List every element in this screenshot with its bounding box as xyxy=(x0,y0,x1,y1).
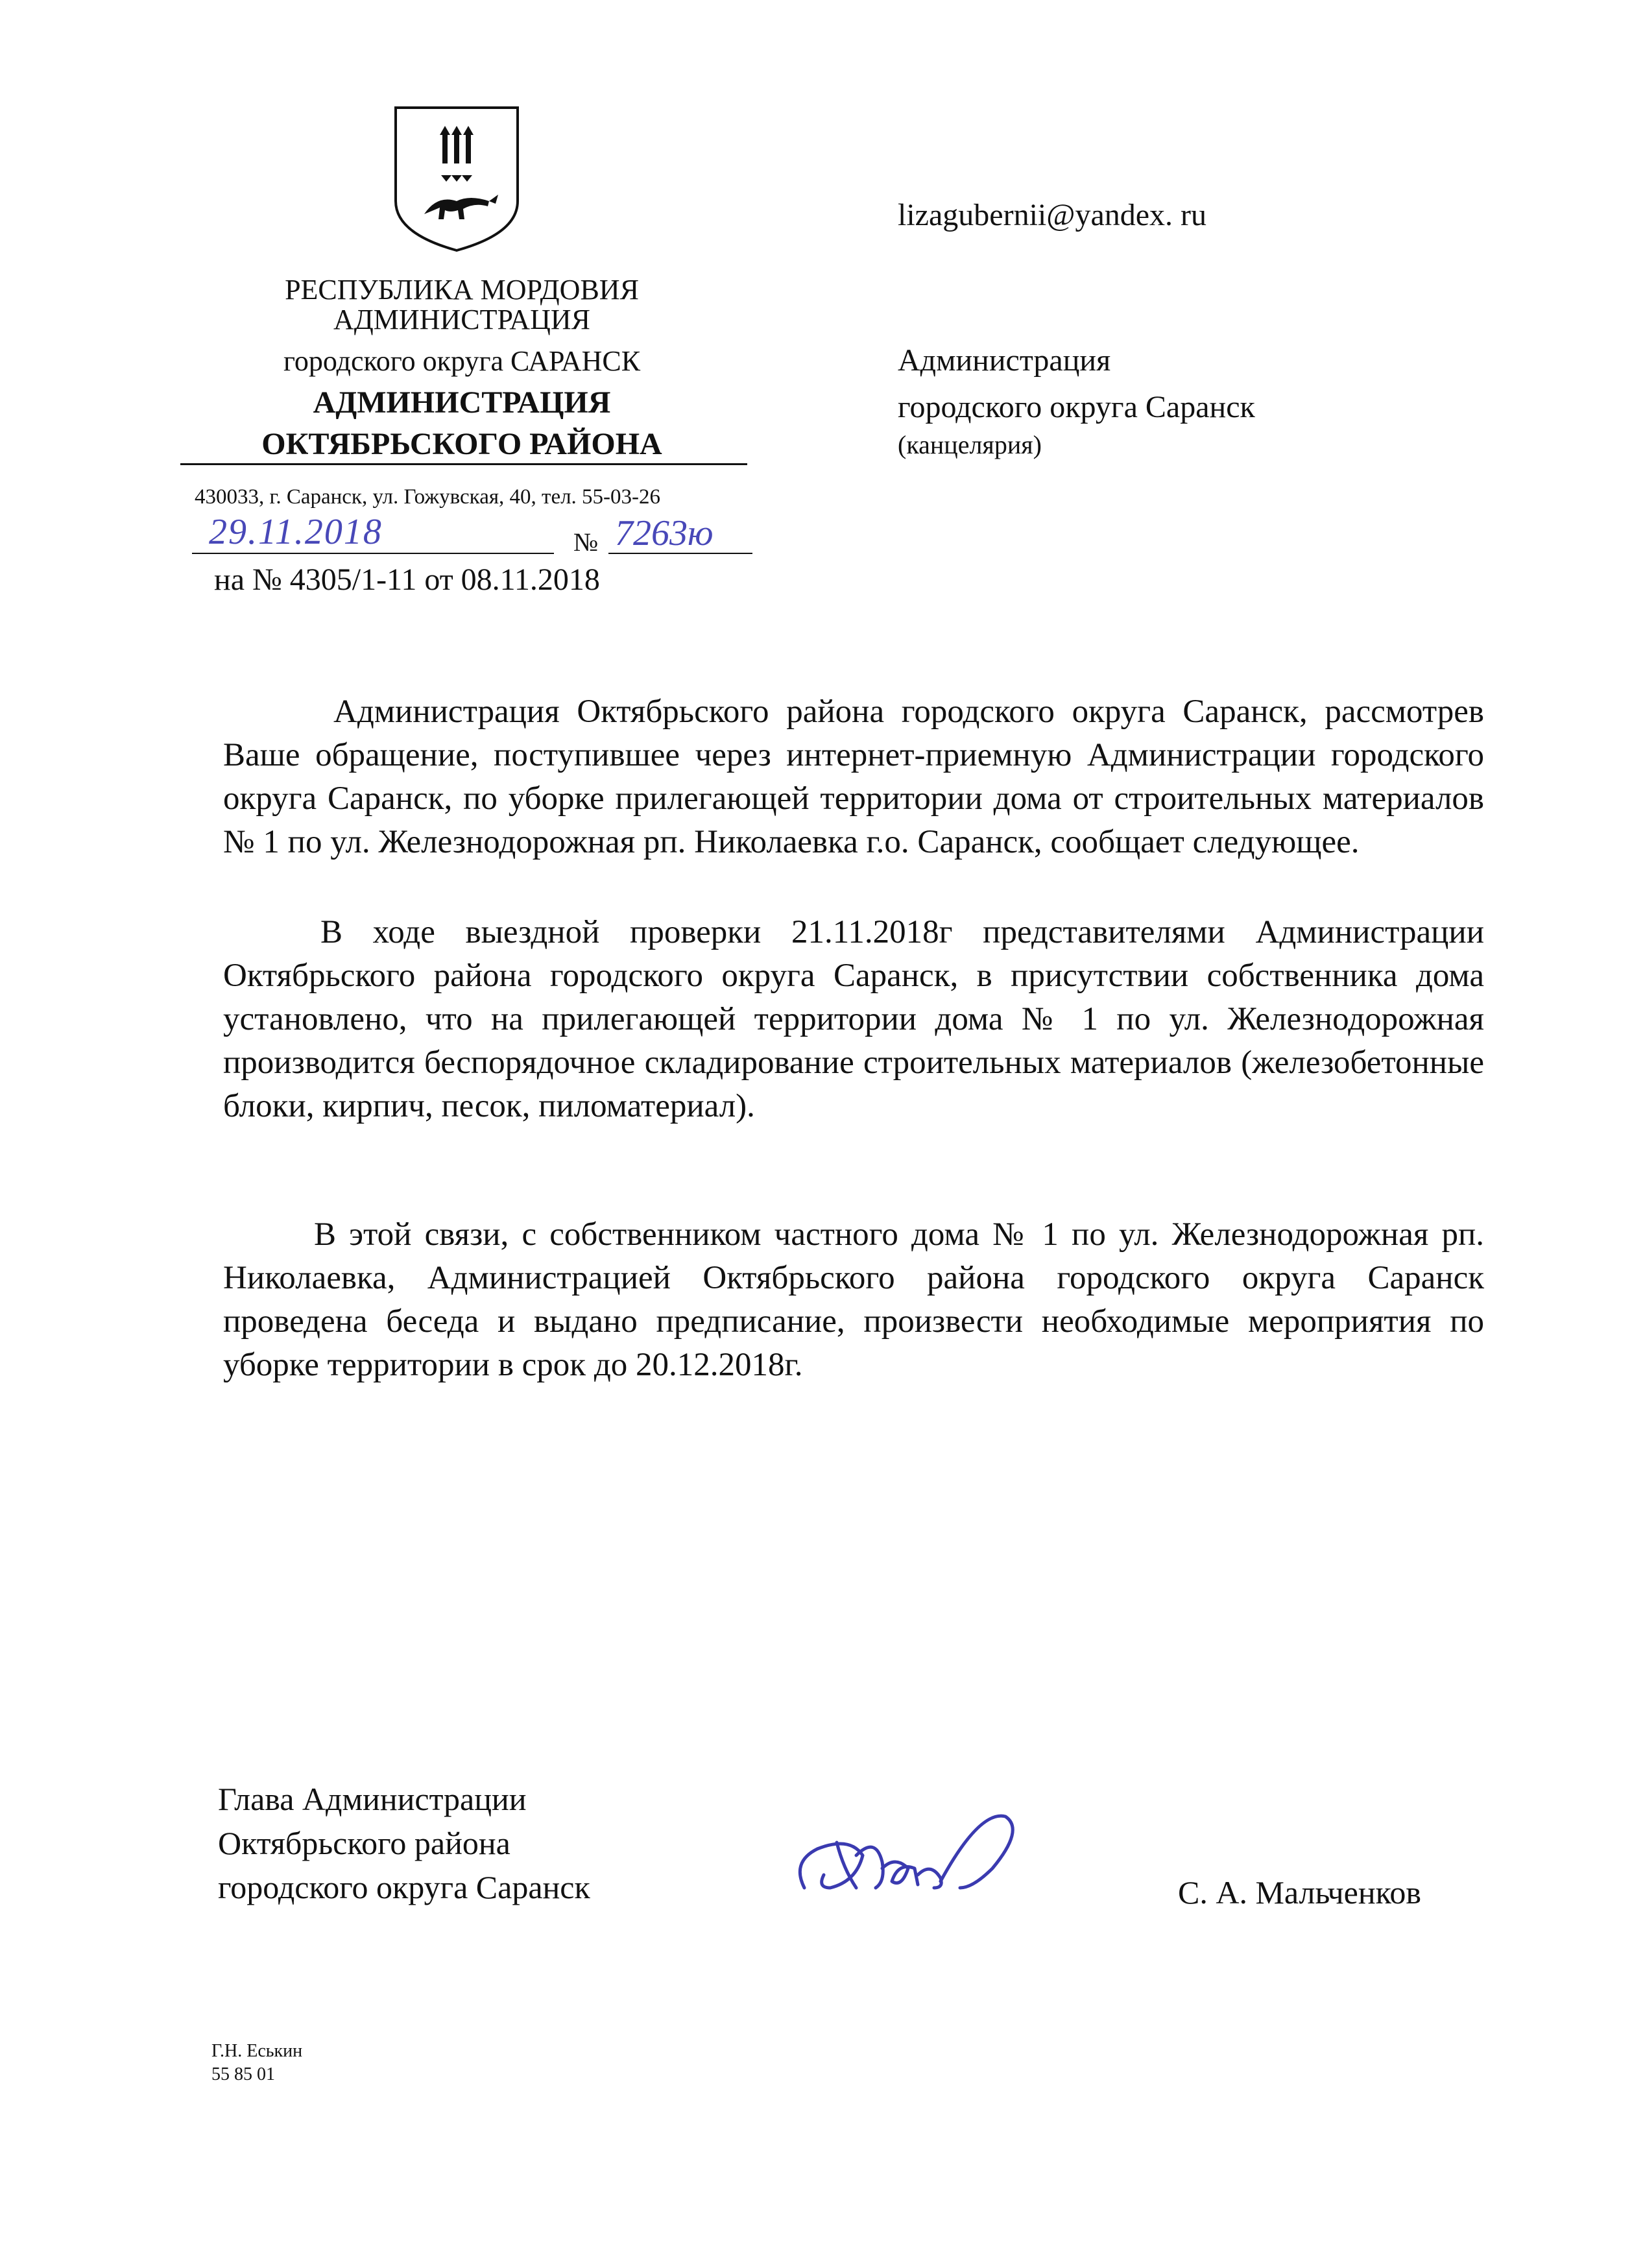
body-paragraph-1: Администрация Октябрьского района городского округа Саранск, рассмотрев Ваше обращение, поступившее через интернет-приемную Администрации городского округа Саранск, по уборке прилегающей территории дома от строительных материалов № 1 по ул. Железнодорожная рп. Николаевка г.о. Саранск, сообщает следующее. xyxy=(223,694,1484,860)
body-paragraph-2: В ходе выездной проверки 21.11.2018г представителями Администрации Октябрьского района городского округа Саранск, в присутствии собственника дома установлено, что на прилегающей территории дома № 1 по ул. Железнодорожная производится беспорядочное складирование строительных материалов (железобетонные блоки, кирпич, песок, пиломатериал). xyxy=(223,914,1484,1124)
number-underline xyxy=(608,553,752,554)
letterhead-divider xyxy=(180,463,747,465)
administration-label: АДМИНИСТРАЦИЯ xyxy=(333,304,590,335)
outgoing-date: 29.11.2018 xyxy=(209,512,383,552)
city-district-label: городского округа САРАНСК xyxy=(283,345,641,377)
handwritten-signature-icon xyxy=(778,1791,1038,1920)
recipient-line-2: городского округа Саранск xyxy=(898,390,1255,424)
coat-of-arms-icon xyxy=(392,104,522,254)
signer-name: С. А. Мальченков xyxy=(1178,1874,1421,1911)
recipient-email: lizagubernii@yandex. ru xyxy=(898,198,1207,232)
district-name: ОКТЯБРЬСКОГО РАЙОНА xyxy=(261,427,662,461)
executor-phone: 55 85 01 xyxy=(211,2064,275,2084)
organization-address: 430033, г. Саранск, ул. Гожувская, 40, тел. 55-03-26 xyxy=(195,485,661,509)
recipient-line-3: (канцелярия) xyxy=(898,430,1042,459)
number-label: № xyxy=(573,527,599,557)
signer-title-line-3: городского округа Саранск xyxy=(218,1869,590,1905)
reference-line: на № 4305/1-11 от 08.11.2018 xyxy=(214,562,600,597)
signer-title-line-2: Октябрьского района xyxy=(218,1825,510,1861)
recipient-line-1: Администрация xyxy=(898,343,1111,378)
signer-title-line-1: Глава Администрации xyxy=(218,1781,527,1817)
district-administration-label: АДМИНИСТРАЦИЯ xyxy=(313,385,611,420)
date-underline xyxy=(192,553,554,554)
republic-name: РЕСПУБЛИКА МОРДОВИЯ xyxy=(285,274,639,306)
executor-name: Г.Н. Еськин xyxy=(211,2041,303,2061)
body-paragraph-3: В этой связи, с собственником частного дома № 1 по ул. Железнодорожная рп. Николаевка, Администрацией Октябрьского района городского округа Саранск проведена беседа и выдано предписание, произвести необходимые мероприятия по уборке территории в срок до 20.12.2018г. xyxy=(223,1216,1484,1383)
outgoing-number: 7263ю xyxy=(615,513,714,553)
